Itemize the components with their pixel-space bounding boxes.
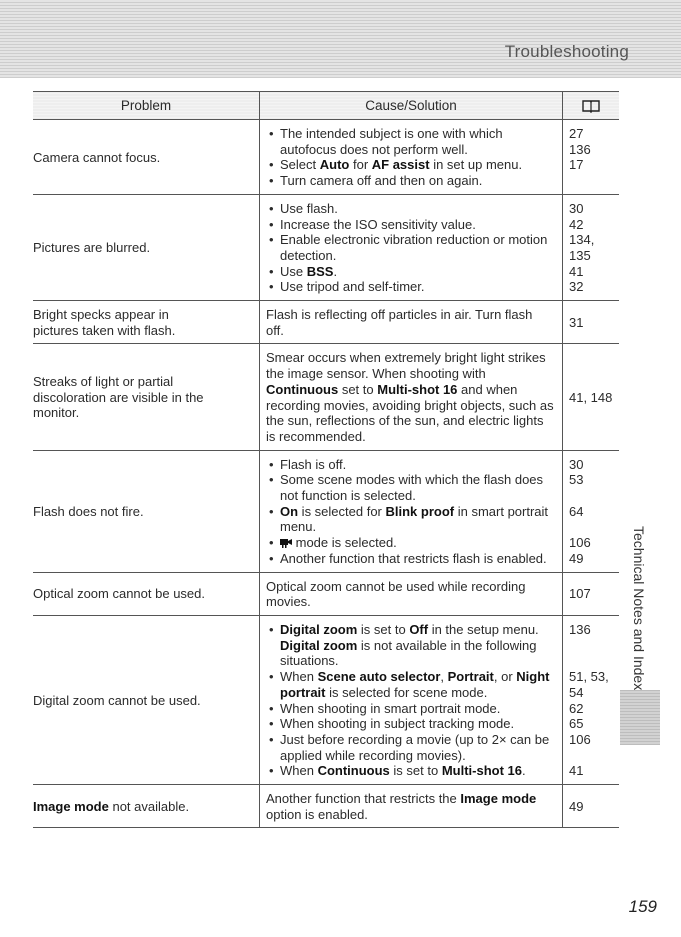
solution-text: Another function that restricts flash is enabled. <box>280 550 547 566</box>
solution-item <box>266 763 556 779</box>
solution-item <box>266 701 556 717</box>
solution-list <box>266 126 556 189</box>
solution-item <box>266 504 556 535</box>
troubleshooting-table <box>33 91 619 828</box>
reference-cell <box>563 615 620 784</box>
table-row <box>33 450 619 572</box>
solution-item <box>266 669 556 700</box>
solution-keyword: Multi-shot 16 <box>377 381 458 397</box>
page-ref: 32 <box>569 279 584 295</box>
page-ref: 27 <box>569 126 584 141</box>
solution-text: Just before recording a movie (up to 2× can be applied while recording movies). <box>280 731 550 763</box>
problem-line: monitor. <box>33 405 80 421</box>
solution-list <box>266 457 556 567</box>
page-ref: 30 <box>569 200 584 216</box>
page-ref: 134, <box>569 232 595 248</box>
reference-cell: 31 <box>563 301 620 344</box>
solution-text: Use BSS. <box>280 263 338 279</box>
solution-text: Digital zoom is set to Off in the setup menu. Digital zoom is not available in the following situations. <box>280 621 539 669</box>
solution-line: Flash is reflecting off particles in air. Turn flash <box>266 307 533 323</box>
page-ref: 41 <box>569 763 584 779</box>
solution-text: When shooting in subject tracking mode. <box>280 716 515 732</box>
solution-item <box>266 551 556 567</box>
solution-text: Use flash. <box>280 200 338 216</box>
solution-text: Smear occurs when extremely bright light strikes the image sensor. When shooting with <box>266 350 546 382</box>
side-tab-label: Technical Notes and Index <box>631 526 647 691</box>
solution-item <box>266 716 556 732</box>
page-ref <box>569 488 615 504</box>
solution-text: When Continuous is set to Multi-shot 16. <box>280 763 526 779</box>
table-row <box>33 194 619 300</box>
problem-cell: Camera cannot focus. <box>33 120 260 195</box>
solution-keyword: Continuous <box>266 381 339 397</box>
solution-item <box>266 279 556 295</box>
solution-item <box>266 232 556 263</box>
header-banner <box>0 0 681 78</box>
solution-cell <box>260 785 563 828</box>
solution-line: off. <box>266 322 284 338</box>
table-row <box>33 344 619 450</box>
reference-cell <box>563 120 620 195</box>
section-title: Troubleshooting <box>504 42 629 61</box>
solution-text: option is enabled. <box>266 806 368 822</box>
problem-cell: Flash does not fire. <box>33 450 260 572</box>
reference-cell <box>563 194 620 300</box>
solution-text: Use tripod and self-timer. <box>280 279 425 295</box>
page-ref <box>569 519 615 535</box>
solution-item <box>266 457 556 473</box>
problem-keyword: Image mode <box>33 798 109 814</box>
page-ref <box>569 638 615 654</box>
column-header-problem: Problem <box>33 92 260 120</box>
solution-text: When shooting in smart portrait mode. <box>280 700 501 716</box>
problem-line: Streaks of light or partial <box>33 373 174 389</box>
solution-text: On is selected for Blink proof in smart portrait menu. <box>280 503 549 535</box>
movie-mode-icon <box>280 536 292 547</box>
page-ref: 41 <box>569 263 584 279</box>
solution-item <box>266 201 556 217</box>
solution-text: mode is selected. <box>295 535 397 551</box>
table-header-row <box>33 92 619 120</box>
page-ref: 51, 53, <box>569 669 609 685</box>
table-row <box>33 301 619 344</box>
book-icon <box>582 99 600 113</box>
reference-cell: 107 <box>563 572 620 615</box>
reference-cell: 41, 148 <box>563 344 620 450</box>
page-ref <box>569 653 615 669</box>
solution-cell <box>260 615 563 784</box>
solution-text: Some scene modes with which the flash does not function is selected. <box>280 472 544 504</box>
solution-keyword: Image mode <box>460 791 537 807</box>
page-ref: 106 <box>569 731 591 747</box>
solution-item <box>266 732 556 763</box>
reference-cell <box>563 450 620 572</box>
page-ref: 106 <box>569 535 591 551</box>
solution-cell <box>260 450 563 572</box>
solution-cell <box>260 120 563 195</box>
solution-item <box>266 622 556 669</box>
problem-cell: Optical zoom cannot be used. <box>33 572 260 615</box>
solution-text: Select Auto for AF assist in set up menu. <box>280 157 523 173</box>
column-header-solution: Cause/Solution <box>260 92 563 120</box>
solution-cell <box>260 572 563 615</box>
solution-text: Another function that restricts the <box>266 791 461 807</box>
problem-cell: Pictures are blurred. <box>33 194 260 300</box>
solution-item <box>266 264 556 280</box>
page-ref: 62 <box>569 700 584 716</box>
solution-item <box>266 157 556 173</box>
page-number: 159 <box>628 897 657 916</box>
problem-cell <box>33 785 260 828</box>
page-ref: 65 <box>569 716 584 732</box>
page-ref: 17 <box>569 157 584 173</box>
page-ref: 42 <box>569 216 584 232</box>
page-ref: 49 <box>569 550 584 566</box>
page-ref: 53 <box>569 472 584 488</box>
problem-text: not available. <box>108 798 190 814</box>
solution-line: Optical zoom cannot be used while recording <box>266 578 526 594</box>
solution-text: set to <box>338 381 378 397</box>
solution-item <box>266 217 556 233</box>
problem-cell: Digital zoom cannot be used. <box>33 615 260 784</box>
column-header-reference <box>563 92 620 120</box>
page-ref <box>569 748 615 764</box>
problem-cell <box>33 344 260 450</box>
problem-line: Bright specks appear in <box>33 307 169 323</box>
solution-text: When Scene auto selector, Portrait, or Night portrait is selected for scene mode. <box>280 669 550 700</box>
page-ref: 136 <box>569 621 591 637</box>
page-ref: 30 <box>569 456 584 472</box>
solution-cell <box>260 301 563 344</box>
solution-text: Increase the ISO sensitivity value. <box>280 216 476 232</box>
solution-cell <box>260 344 563 450</box>
table-row <box>33 572 619 615</box>
solution-text: and when recording movies, avoiding bright objects, such as the sun, reflections of the sun, and electric lights is recommended. <box>266 381 554 444</box>
page-ref: 136 <box>569 141 591 157</box>
solution-item <box>266 126 556 157</box>
problem-cell <box>33 301 260 344</box>
solution-item <box>266 535 556 551</box>
solution-text: Turn camera off and then on again. <box>280 173 483 189</box>
page-ref: 64 <box>569 503 584 519</box>
solution-list <box>266 622 556 779</box>
solution-text: The intended subject is one with which autofocus does not perform well. <box>280 126 503 157</box>
problem-line: pictures taken with flash. <box>33 322 176 338</box>
solution-item <box>266 173 556 189</box>
table-row <box>33 615 619 784</box>
solution-cell <box>260 194 563 300</box>
page-ref: 135 <box>569 247 591 263</box>
solution-line: movies. <box>266 594 311 610</box>
side-tab <box>620 690 660 745</box>
page-ref: 54 <box>569 684 584 700</box>
table-row <box>33 785 619 828</box>
problem-line: discoloration are visible in the <box>33 389 204 405</box>
solution-item <box>266 472 556 503</box>
reference-cell: 49 <box>563 785 620 828</box>
table-row <box>33 120 619 195</box>
solution-list <box>266 201 556 295</box>
solution-text: Enable electronic vibration reduction or motion detection. <box>280 232 548 263</box>
solution-text: Flash is off. <box>280 456 347 472</box>
